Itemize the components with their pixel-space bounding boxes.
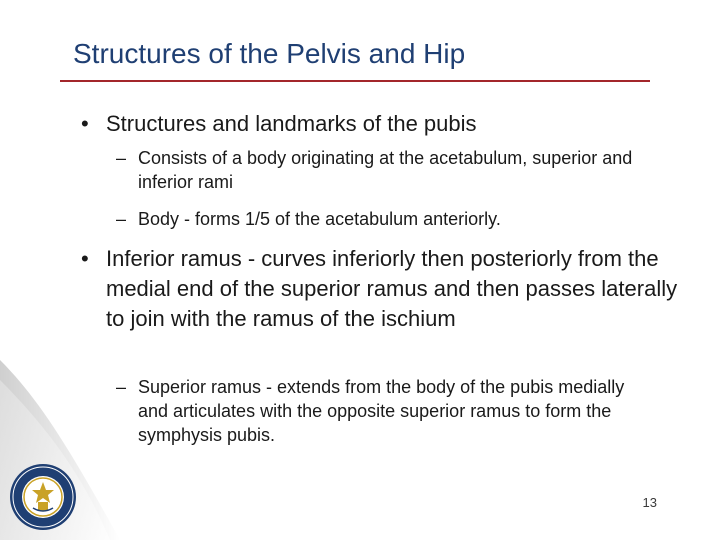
- sub-bullet-symbol: –: [116, 377, 127, 397]
- sub-bullet-text: Consists of a body originating at the acetabulum, superior and inferior rami: [138, 148, 633, 192]
- sub-bullet-item: [116, 207, 678, 231]
- sub-bullet-symbol: –: [116, 148, 127, 168]
- bullet-item: [81, 244, 681, 334]
- bullet-symbol: •: [81, 246, 89, 271]
- emblem-seal-icon: [8, 462, 78, 532]
- page-number: 13: [642, 495, 657, 510]
- bullet-text: Inferior ramus - curves inferiorly then posteriorly from the medial end of the superior ramus and then passes laterally to join with the ramus of the ischium: [106, 246, 678, 331]
- sub-bullet-text: Superior ramus - extends from the body of the pubis medially and articulates with the opposite superior ramus to form the symphysis pubis.: [138, 377, 625, 445]
- bullet-text: Structures and landmarks of the pubis: [106, 111, 477, 136]
- title-divider: [60, 80, 650, 82]
- sub-bullet-item: [116, 146, 678, 194]
- sub-bullet-text: Body - forms 1/5 of the acetabulum anteriorly.: [138, 209, 501, 229]
- sub-bullet-symbol: –: [116, 209, 127, 229]
- sub-bullet-item: [116, 375, 658, 447]
- bullet-symbol: •: [81, 111, 89, 136]
- bullet-item: [81, 109, 666, 139]
- slide-title: Structures of the Pelvis and Hip: [73, 38, 466, 69]
